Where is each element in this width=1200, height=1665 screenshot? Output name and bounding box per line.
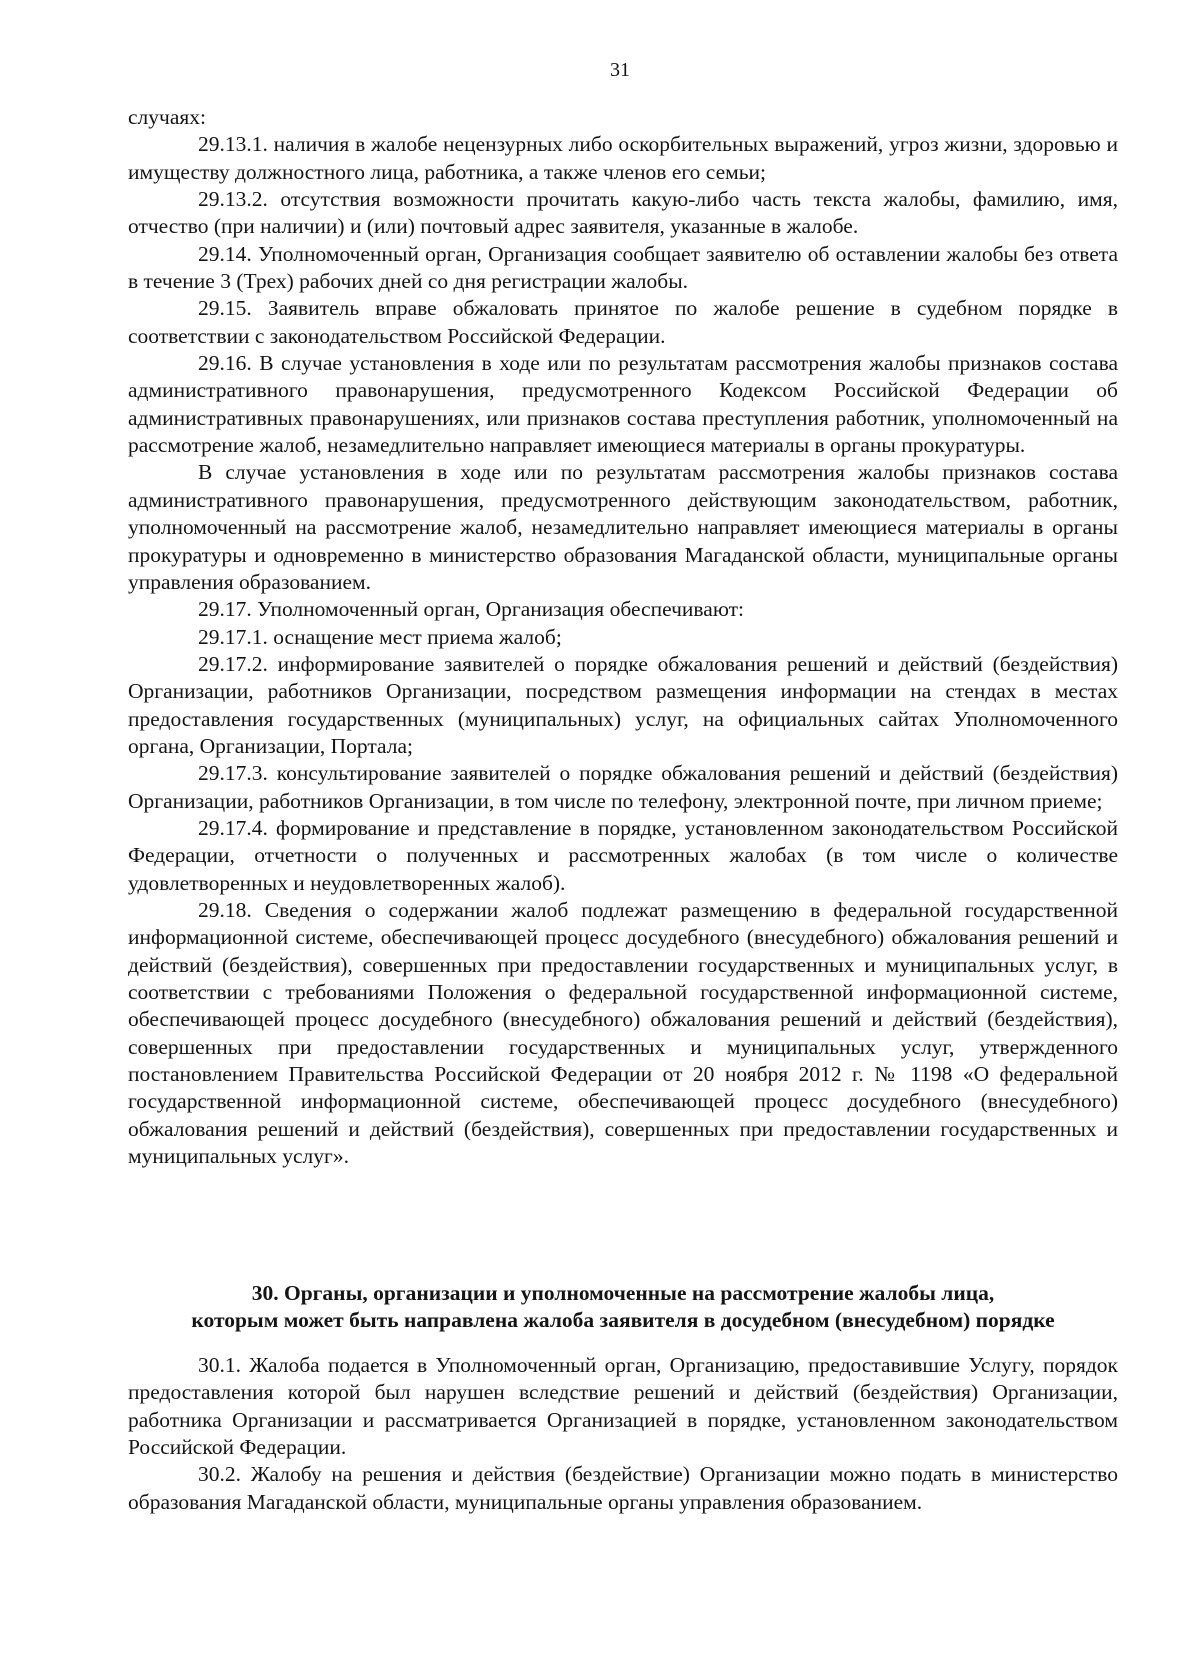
paragraph: 29.13.2. отсутствия возможности прочитать какую-либо часть текста жалобы, фамилию, имя, отчество (при наличии) и (или) почтовый адрес заявителя, указанные в жалобе. [128, 187, 1118, 239]
body-text-top [128, 104, 1118, 1170]
paragraph: 30.2. Жалобу на решения и действия (бездействие) Организации можно подать в министерство образования Магаданской области, муниципальные органы управления образованием. [128, 1462, 1118, 1514]
paragraph: 29.17.1. оснащение мест приема жалоб; [198, 624, 562, 649]
paragraph: 30.1. Жалоба подается в Уполномоченный орган, Организацию, предоставившие Услугу, порядок предоставления которой был нарушен вследствие решений и действий (бездействия) Организации, работника Организации и рассматривается Организацией в порядке, установленном законодательством Российской Федерации. [128, 1353, 1118, 1460]
paragraph: 29.14. Уполномоченный орган, Организация сообщает заявителю об оставлении жалобы без ответа в течение 3 (Трех) рабочих дней со дня регистрации жалобы. [128, 241, 1118, 294]
paragraph: В случае установления в ходе или по результатам рассмотрения жалобы признаков состава административного правонарушения, предусмотренного действующим законодательством, работник, уполномоченный на рассмотрение жалоб, незамедлительно направляет имеющиеся материалы в органы прокуратуры и одновременно в министерство образования Магаданской области, муниципальные органы управления образованием. [128, 460, 1118, 594]
paragraph: 29.17.2. информирование заявителей о порядке обжалования решений и действий (бездействия) Организации, работников Организации, посредством размещения информации на стендах в местах предоставления государственных (муниципальных) услуг, на официальных сайтах Уполномоченного органа, Организации, Портала; [128, 651, 1118, 758]
paragraph: случаях: [128, 105, 206, 129]
body-text-bottom [128, 1352, 1118, 1516]
paragraph: 29.15. Заявитель вправе обжаловать принятое по жалобе решение в судебном порядке в соответствии с законодательством Российской Федерации. [128, 296, 1118, 348]
paragraph: 29.17.4. формирование и представление в порядке, установленном законодательством Российской Федерации, отчетности о полученных и рассмотренных жалобах (в том числе о количестве удовлетворенных и неудовлетворенных жалоб). [128, 815, 1118, 895]
section-heading [128, 1280, 1118, 1335]
section-heading-line: 30. Органы, организации и уполномоченные на рассмотрение жалобы лица, [251, 1281, 995, 1305]
paragraph: 29.17. Уполномоченный орган, Организация обеспечивают: [198, 597, 744, 622]
paragraph: 29.18. Сведения о содержании жалоб подлежат размещению в федеральной государственной информационной системе, обеспечивающей процесс досудебного (внесудебного) обжалования решений и действий (бездействия), совершенных при предоставлении государственных и муниципальных услуг, в соответствии с требованиями Положения о федеральной государственной информационной системе, обеспечивающей процесс досудебного (внесудебного) обжалования решений и действий (бездействия), совершенных при предоставлении государственных и муниципальных услуг, утвержденного постановлением Правительства Российской Федерации от 20 ноября 2012 г. № 1198 «О федеральной государственной информационной системе, обеспечивающей процесс досудебного (внесудебного) обжалования решений и действий (бездействия), совершенных при предоставлении государственных и муниципальных услуг». [128, 897, 1118, 1169]
paragraph: 29.16. В случае установления в ходе или по результатам рассмотрения жалобы признаков состава административного правонарушения, предусмотренного Кодексом Российской Федерации об административных правонарушениях, или признаков состава преступления работник, уполномоченный на рассмотрение жалоб, незамедлительно направляет имеющиеся материалы в органы прокуратуры. [128, 351, 1118, 458]
section-heading-line: которым может быть направлена жалоба заявителя в досудебном (внесудебном) порядке [191, 1308, 1055, 1333]
paragraph: 29.17.3. консультирование заявителей о порядке обжалования решений и действий (бездействия) Организации, работников Организации, в том числе по телефону, электронной почте, при личном приеме; [128, 761, 1118, 813]
paragraph: 29.13.1. наличия в жалобе нецензурных либо оскорбительных выражений, угроз жизни, здоровью и имуществу должностного лица, работника, а также членов его семьи; [128, 132, 1118, 184]
page-number: 31 [610, 59, 630, 81]
